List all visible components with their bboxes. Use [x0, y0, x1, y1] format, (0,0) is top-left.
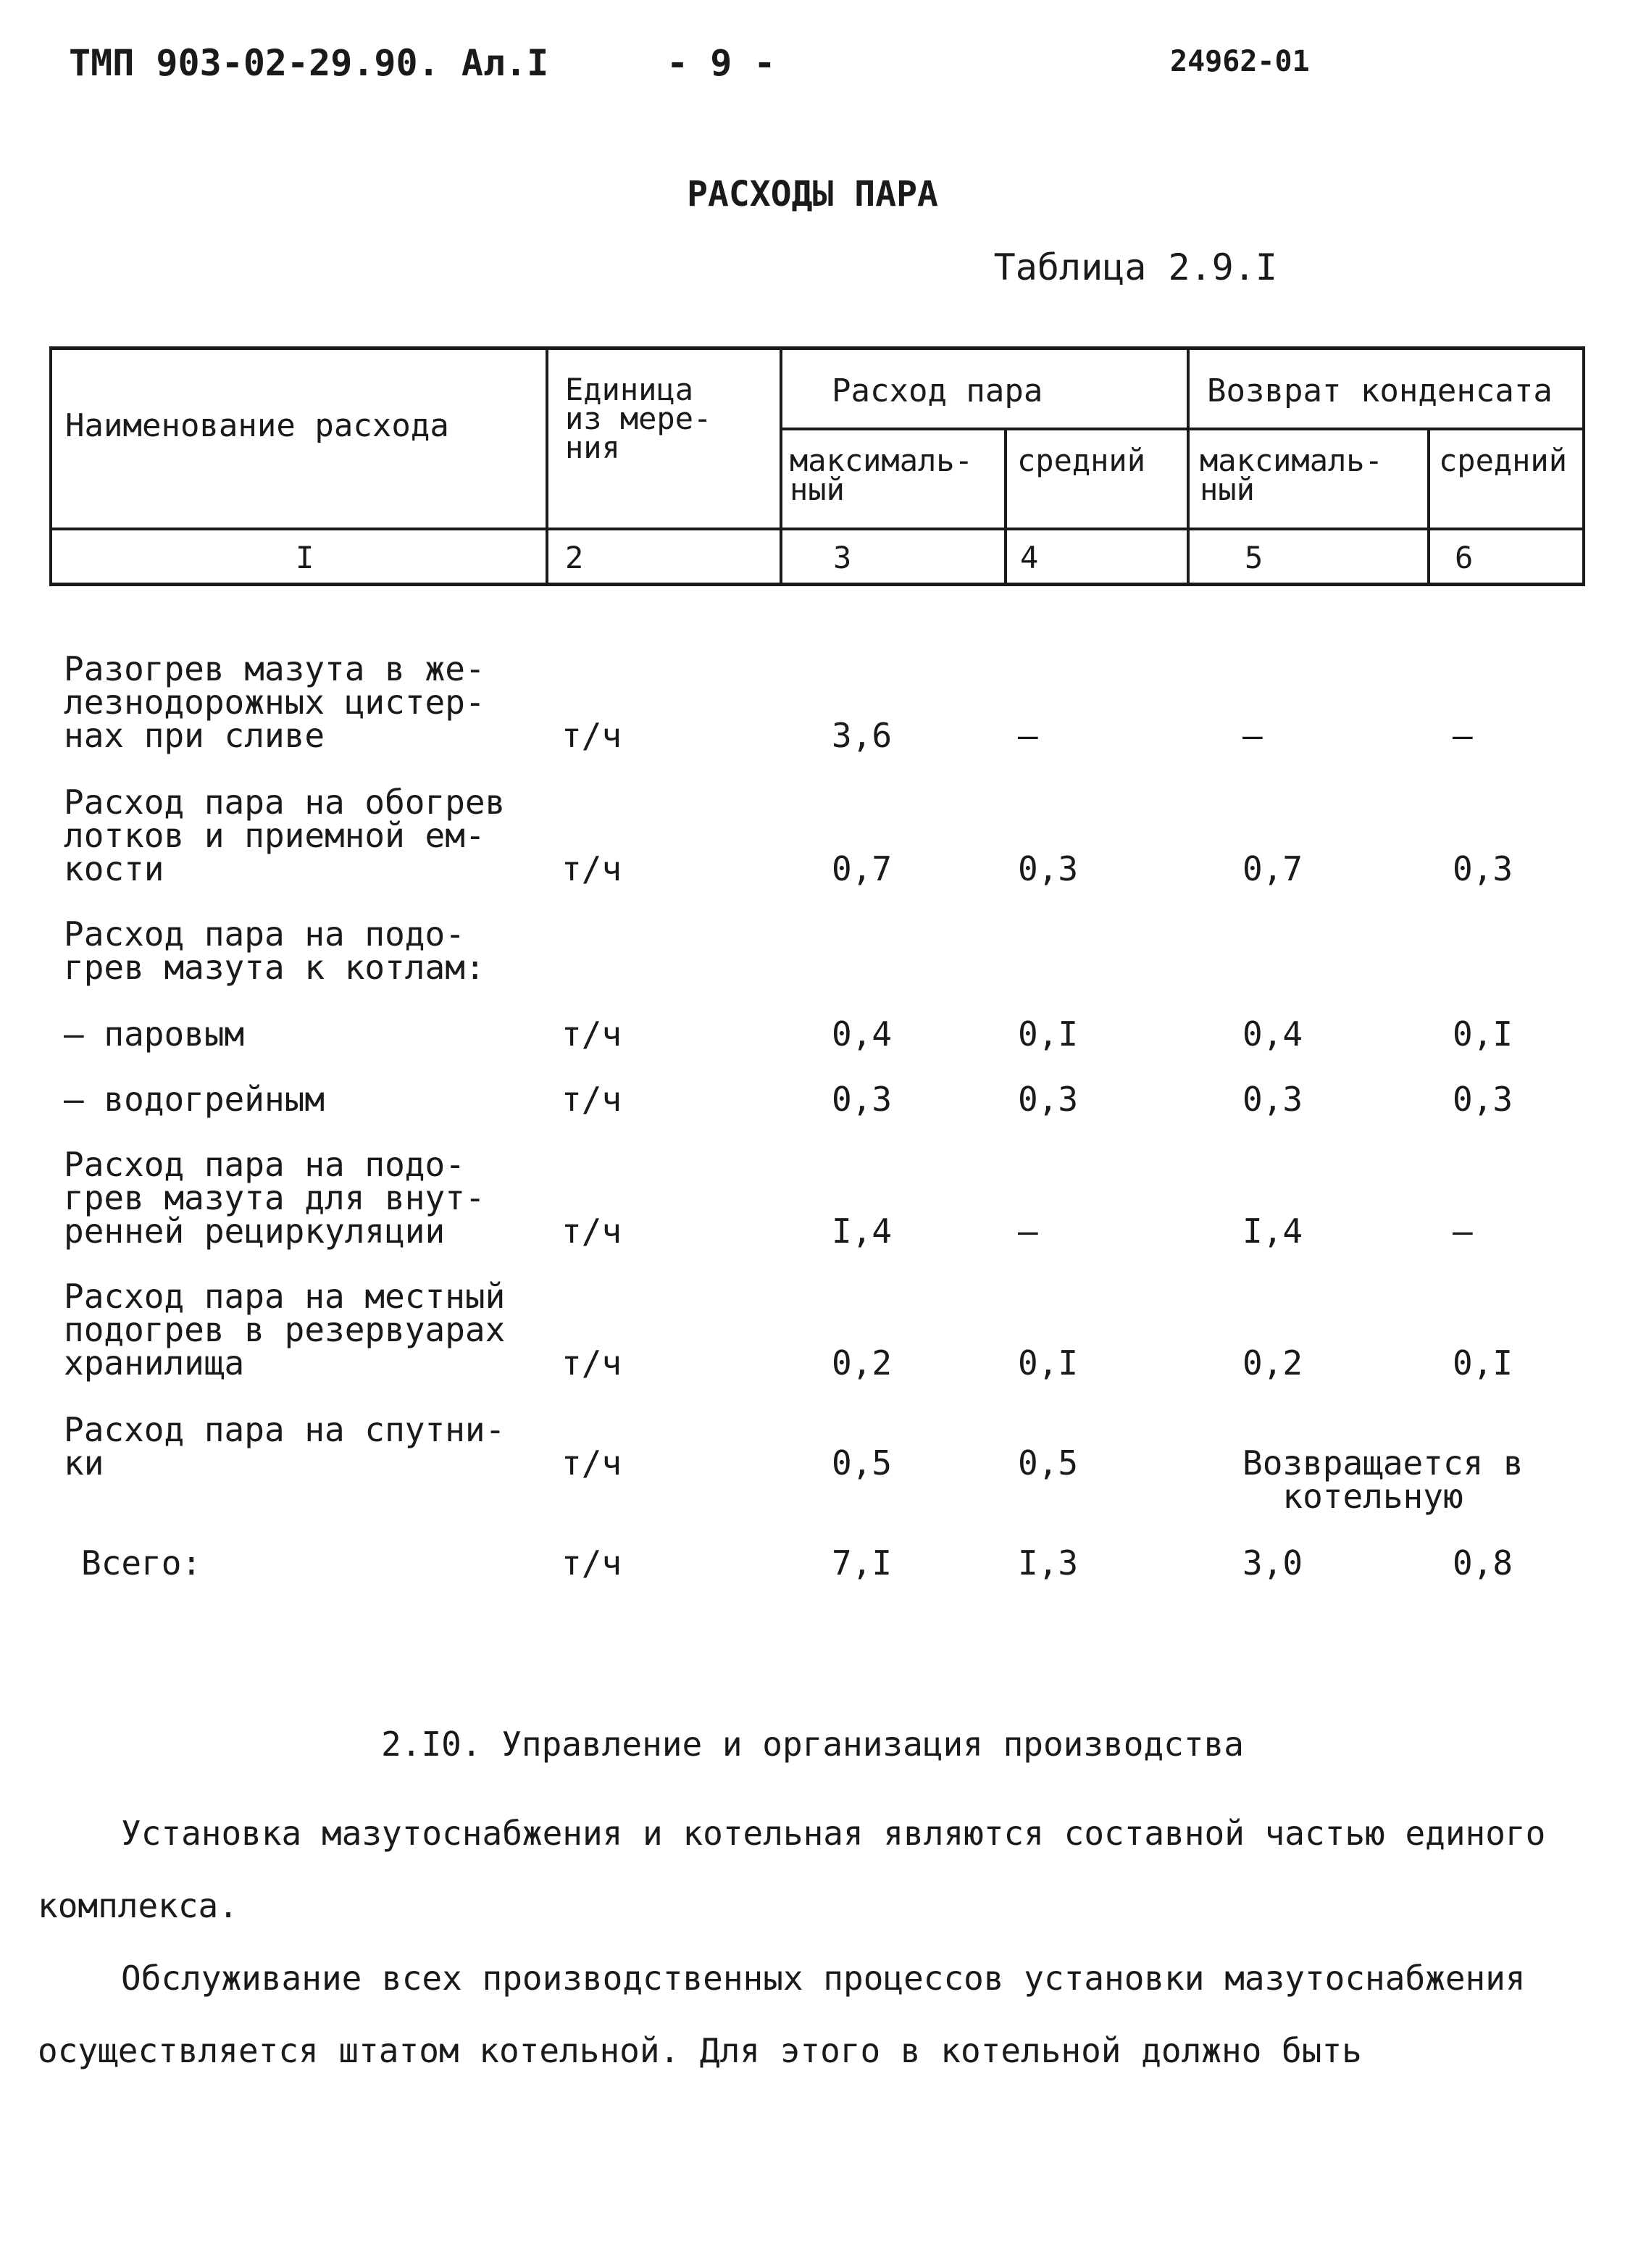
row-name: – водогрейным [64, 1080, 325, 1119]
steam-avg-total: I,3 [1018, 1543, 1079, 1583]
table-left-border [49, 346, 52, 585]
steam-avg-value: 0,5 [1018, 1443, 1079, 1483]
steam-avg-value: 0,3 [1018, 849, 1079, 888]
paragraph: Установка мазутоснабжения и котельная являются составной частью единого комплекса. [38, 1814, 1546, 1925]
table-right-border [1582, 346, 1585, 585]
steam-max-value: 3,6 [832, 716, 893, 755]
document-code: ТМП 903-02-29.90. Ал.I [69, 42, 549, 84]
paragraph: Обслуживание всех производственных процессов установки мазутоснабжения осуществляется штатом котельной. Для этого в котельной должно быть [38, 1959, 1526, 2070]
steam-avg-value: – [1018, 716, 1038, 755]
header-unit: Единица из мере- ния [565, 372, 712, 465]
inventory-number: 24962-01 [1170, 45, 1310, 78]
page-number: - 9 - [667, 42, 776, 84]
column-number: 2 [565, 540, 584, 575]
steam-max-value: 0,7 [832, 849, 893, 888]
row-unit: т/ч [561, 1212, 622, 1251]
header-name: Наименование расхода [65, 407, 449, 444]
column-number: I [296, 540, 314, 575]
cond-avg-value: 0,I [1453, 1014, 1513, 1054]
steam-avg-value: 0,I [1018, 1343, 1079, 1383]
row-unit: т/ч [561, 1443, 622, 1483]
table-number: Таблица 2.9.I [993, 246, 1277, 288]
steam-avg-value: 0,I [1018, 1014, 1079, 1054]
cond-max-total: 3,0 [1242, 1543, 1303, 1583]
col-divider [1427, 428, 1430, 585]
column-number: 3 [833, 540, 852, 575]
steam-max-total: 7,I [832, 1543, 893, 1583]
column-number: 5 [1245, 540, 1263, 575]
section-title: 2.I0. Управление и организация производства [381, 1725, 1244, 1764]
cond-avg-value: 0,I [1453, 1343, 1513, 1383]
page-title: РАСХОДЫ ПАРА [687, 174, 938, 214]
steam-max-value: 0,5 [832, 1443, 893, 1483]
col-divider [1004, 428, 1007, 585]
header-cond-max: максималь- ный [1200, 443, 1383, 507]
header-condensate: Возврат конденсата [1207, 372, 1553, 409]
row-unit: т/ч [561, 1080, 622, 1119]
steam-max-value: 0,2 [832, 1343, 893, 1383]
table-header [49, 346, 1585, 585]
header-steam-max: максималь- ный [790, 443, 973, 507]
steam-avg-value: – [1018, 1212, 1038, 1251]
cond-max-value: 0,4 [1242, 1014, 1303, 1054]
row-unit: т/ч [561, 1343, 622, 1383]
row-name: – паровым [64, 1014, 245, 1054]
row-unit: т/ч [561, 849, 622, 888]
cond-avg-value: – [1453, 716, 1473, 755]
cond-max-value: 0,3 [1242, 1080, 1303, 1119]
cond-avg-value: – [1453, 1212, 1473, 1251]
subheader-rule [781, 428, 1585, 430]
steam-max-value: 0,4 [832, 1014, 893, 1054]
cond-avg-value: 0,3 [1453, 1080, 1513, 1119]
row-unit: т/ч [561, 1014, 622, 1054]
column-numbers-rule [49, 583, 1585, 586]
cond-max-value: I,4 [1242, 1212, 1303, 1251]
header-steam-avg: средний [1017, 443, 1146, 478]
steam-avg-value: 0,3 [1018, 1080, 1079, 1119]
steam-max-value: I,4 [832, 1212, 893, 1251]
row-name: Расход пара на спутни- ки [64, 1410, 506, 1483]
row-unit: т/ч [561, 1543, 622, 1583]
column-number: 6 [1455, 540, 1474, 575]
table-top-rule [49, 346, 1585, 350]
cond-max-value: 0,2 [1242, 1343, 1303, 1383]
col-divider [546, 346, 548, 585]
header-cond-avg: средний [1439, 443, 1568, 478]
col-divider [1187, 346, 1190, 585]
cond-max-value: 0,7 [1242, 849, 1303, 888]
cond-avg-value: 0,3 [1453, 849, 1513, 888]
condensate-note: Возвращается в котельную [1242, 1443, 1524, 1516]
total-label: Всего: [81, 1543, 202, 1583]
cond-max-value: – [1242, 716, 1263, 755]
row-name: Расход пара на местный подогрев в резервуарах хранилища [64, 1277, 506, 1383]
col-divider [780, 346, 782, 585]
row-unit: т/ч [561, 716, 622, 755]
cond-avg-total: 0,8 [1453, 1543, 1513, 1583]
steam-max-value: 0,3 [832, 1080, 893, 1119]
row-name: Разогрев мазута в же- лезнодорожных цистер- нах при сливе [64, 649, 485, 755]
row-name: Расход пара на подо- грев мазута для внут- ренней рециркуляции [64, 1145, 485, 1251]
column-number: 4 [1020, 540, 1039, 575]
row-name: Расход пара на обогрев лотков и приемной ем- кости [64, 783, 506, 888]
header-rule [49, 528, 1585, 530]
row-group-heading: Расход пара на подо- грев мазута к котлам: [64, 914, 485, 987]
header-steam: Расход пара [832, 372, 1043, 409]
